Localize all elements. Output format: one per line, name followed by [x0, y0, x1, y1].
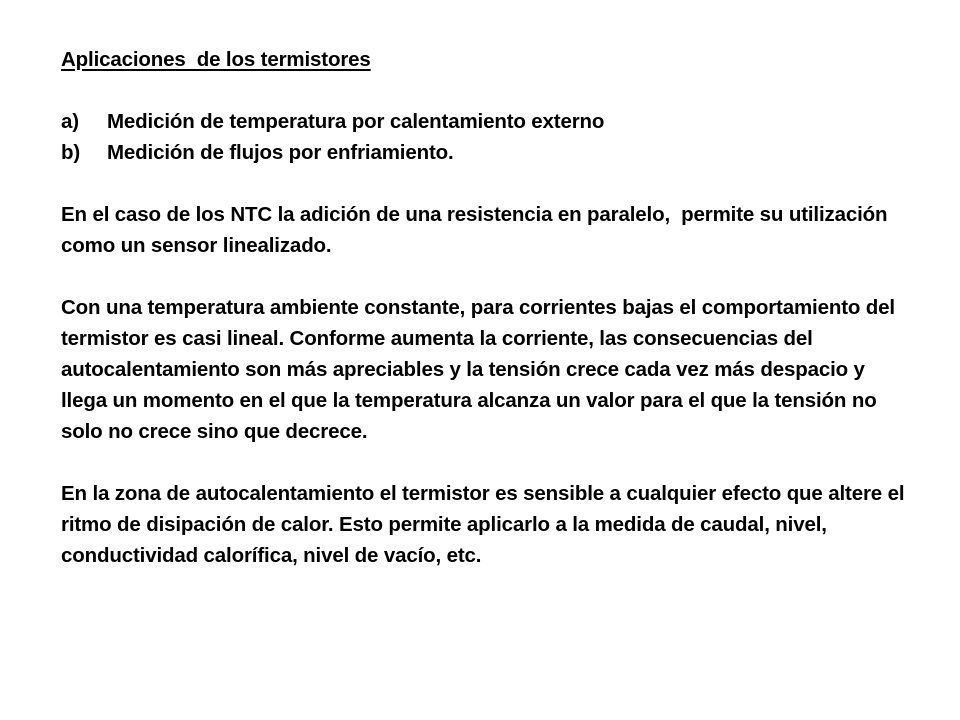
spacer: [61, 261, 911, 292]
paragraph-self-heating-behavior: Con una temperatura ambiente constante, para corrientes bajas el comportamiento del termistor es casi lineal. Conforme aumenta la corriente, las consecuencias del autocalentamiento son más apreciables y la tensión crece cada vez más despacio y llega un momento en el que la temperatura alcanza un valor para el que la tensión no solo no crece sino que decrece.: [61, 296, 895, 443]
list-marker: b): [61, 141, 81, 164]
list-item: [61, 106, 911, 137]
list-item-text: Medición de flujos por enfriamiento.: [107, 141, 454, 164]
spacer: [61, 75, 911, 106]
applications-list: [61, 106, 911, 168]
slide-content: [61, 44, 911, 571]
spacer: [61, 168, 911, 199]
spacer: [61, 447, 911, 478]
slide-title: Aplicaciones de los termistores: [61, 48, 371, 71]
paragraph-self-heating-applications: En la zona de autocalentamiento el termistor es sensible a cualquier efecto que altere el ritmo de disipación de calor. Esto permite aplicarlo a la medida de caudal, nivel, conductividad calorífica, nivel de vacío, etc.: [61, 482, 905, 567]
list-item: [61, 137, 911, 168]
list-marker: a): [61, 110, 79, 133]
paragraph-ntc-linearization: En el caso de los NTC la adición de una resistencia en paralelo, permite su utilización como un sensor linealizado.: [61, 203, 893, 257]
list-item-text: Medición de temperatura por calentamiento externo: [107, 110, 605, 133]
